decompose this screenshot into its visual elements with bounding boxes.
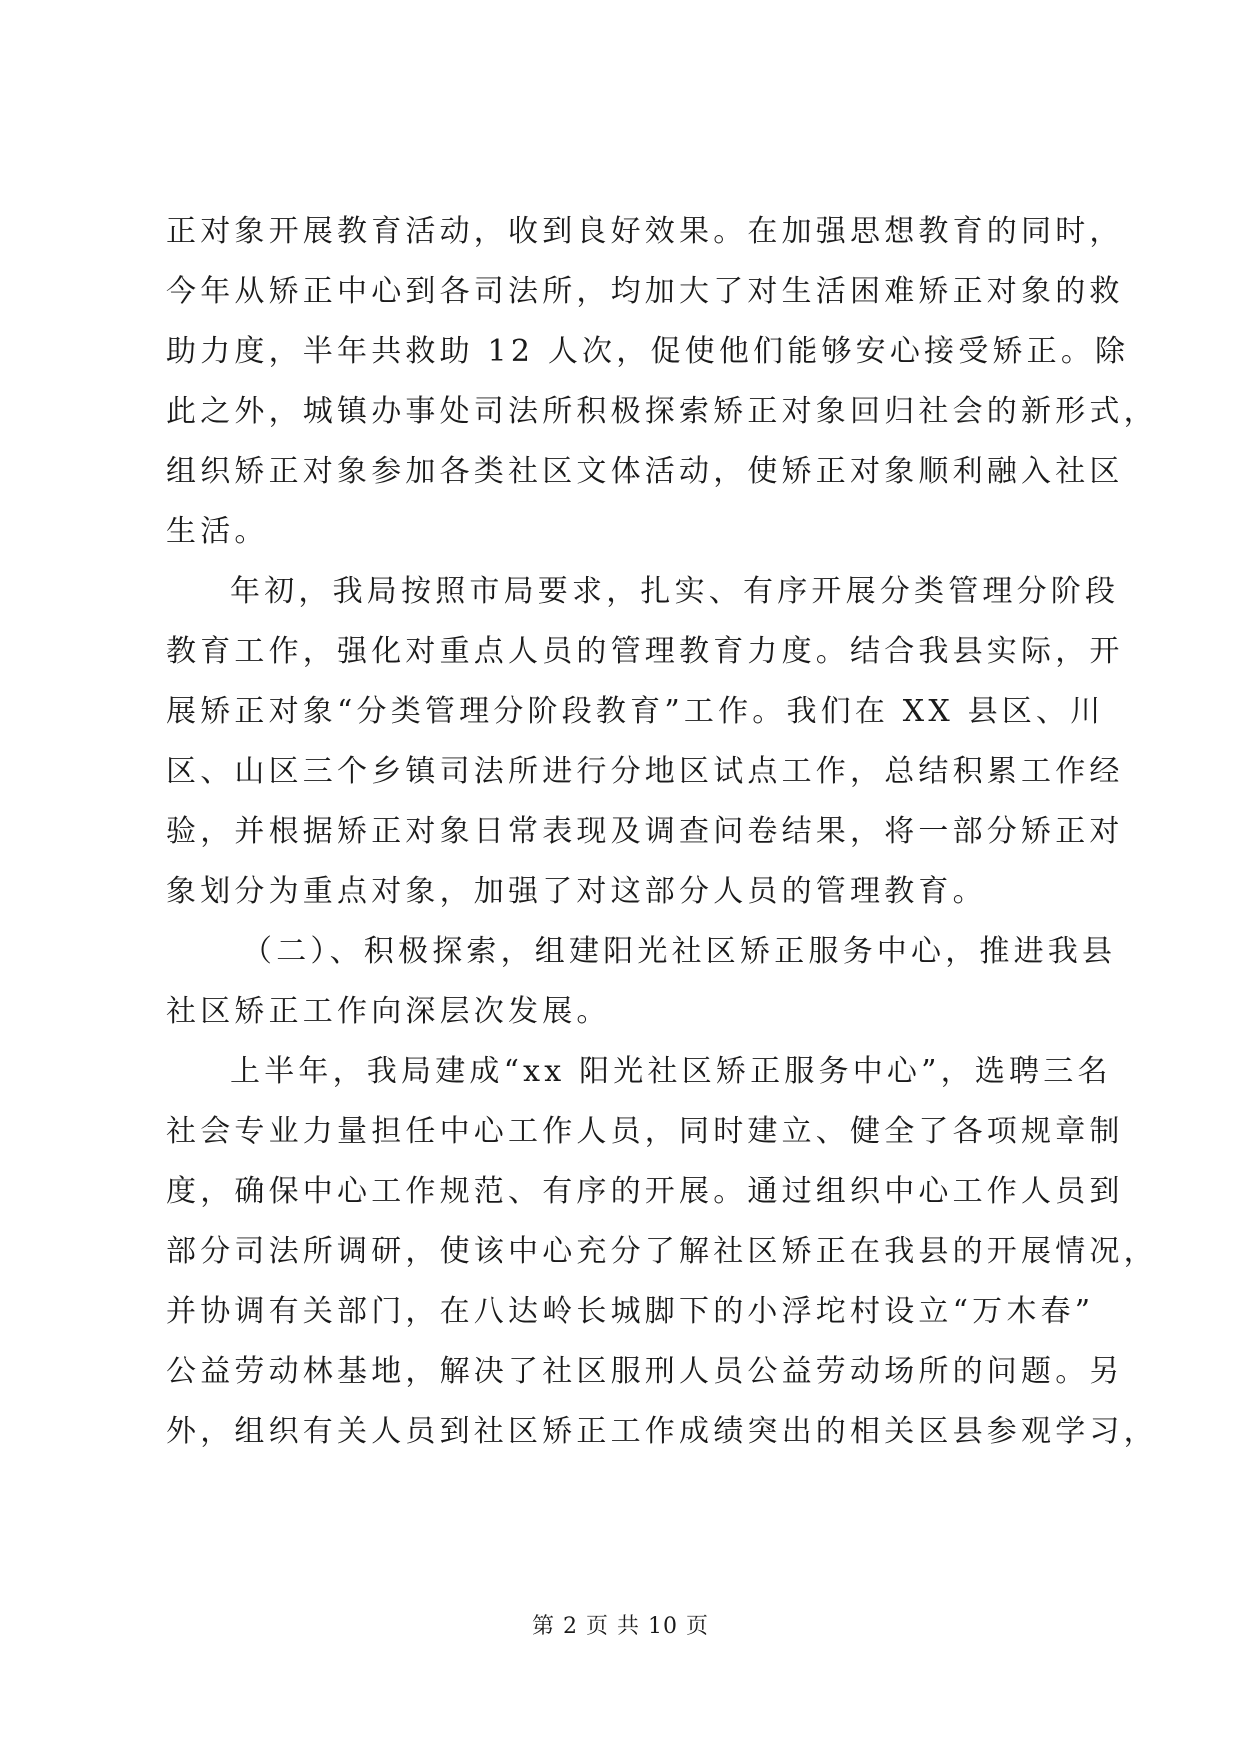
text-line: 教育工作，强化对重点人员的管理教育力度。结合我县实际，开 — [166, 634, 1124, 669]
text-line: 并协调有关部门，在八达岭长城脚下的小浮坨村设立“万木春” — [166, 1294, 1095, 1329]
body-text — [166, 202, 1158, 1462]
text-line: 度，确保中心工作规范、有序的开展。通过组织中心工作人员到 — [166, 1174, 1124, 1209]
text-line: 组织矫正对象参加各类社区文体活动，使矫正对象顺利融入社区 — [166, 454, 1124, 489]
text-line: 公益劳动林基地，解决了社区服刑人员公益劳动场所的问题。另 — [166, 1354, 1124, 1389]
text-line: 社会专业力量担任中心工作人员，同时建立、健全了各项规章制 — [166, 1114, 1124, 1149]
text-line: 外，组织有关人员到社区矫正工作成绩突出的相关区县参观学习， — [166, 1414, 1158, 1449]
text-line: 验，并根据矫正对象日常表现及调查问卷结果，将一部分矫正对 — [166, 814, 1124, 849]
text-line: 象划分为重点对象，加强了对这部分人员的管理教育。 — [166, 874, 987, 909]
text-line: 此之外，城镇办事处司法所积极探索矫正对象回归社会的新形式， — [166, 394, 1158, 429]
text-line: 展矫正对象“分类管理分阶段教育”工作。我们在 XX 县区、川 — [166, 694, 1105, 729]
text-line: 助力度，半年共救助 12 人次，促使他们能够安心接受矫正。除 — [166, 334, 1130, 369]
text-line: 区、山区三个乡镇司法所进行分地区试点工作，总结积累工作经 — [166, 754, 1124, 789]
text-line: 上半年，我局建成“xx 阳光社区矫正服务中心”，选聘三名 — [230, 1054, 1112, 1089]
text-line: 部分司法所调研，使该中心充分了解社区矫正在我县的开展情况， — [166, 1234, 1158, 1269]
text-line: 生活。 — [166, 514, 269, 549]
document-body — [166, 202, 1158, 1462]
text-line: 正对象开展教育活动，收到良好效果。在加强思想教育的同时， — [166, 214, 1124, 249]
text-line: 年初，我局按照市局要求，扎实、有序开展分类管理分阶段 — [230, 574, 1120, 609]
text-line: 今年从矫正中心到各司法所，均加大了对生活困难矫正对象的救 — [166, 274, 1124, 309]
section-heading-line: 社区矫正工作向深层次发展。 — [166, 994, 611, 1029]
section-heading-line: （二）、积极探索，组建阳光社区矫正服务中心，推进我县 — [242, 934, 1117, 969]
page-footer: 第 2 页 共 10 页 — [532, 1614, 709, 1639]
